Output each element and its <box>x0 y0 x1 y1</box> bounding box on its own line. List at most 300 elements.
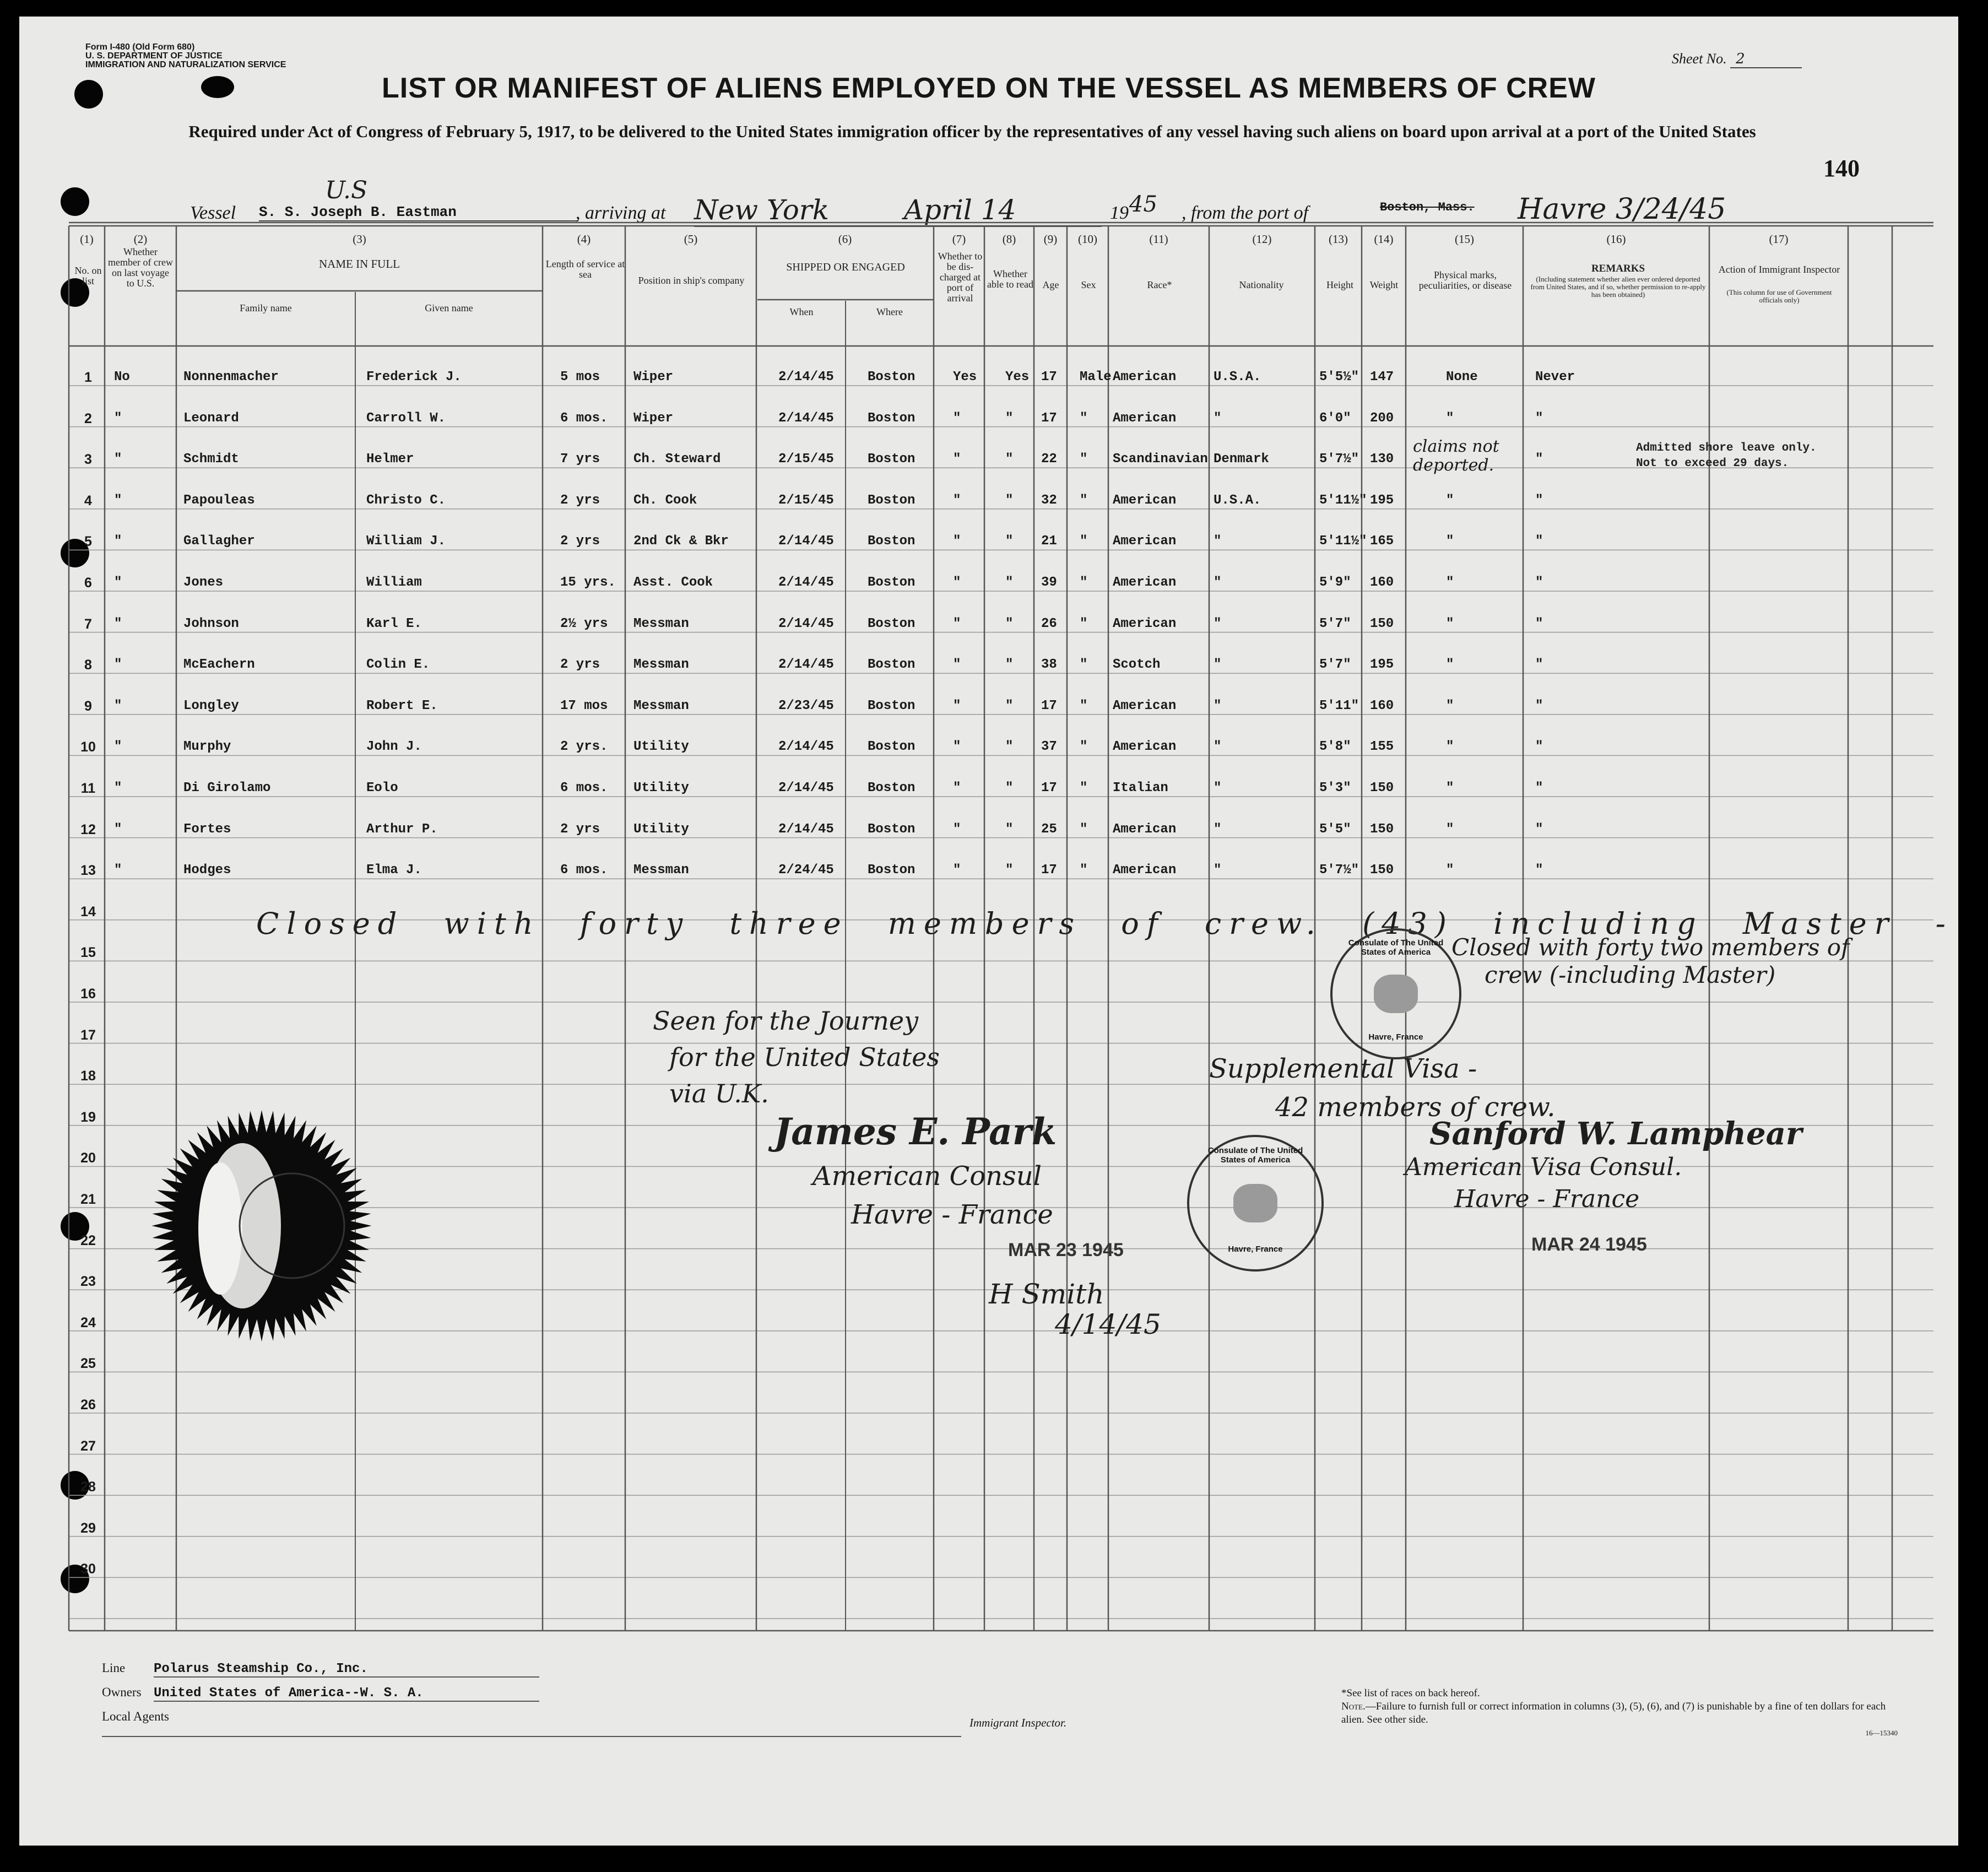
closed-42-note <box>1451 934 1850 989</box>
seen-line1: Seen for the Journey <box>653 1006 919 1036</box>
cell-family: Di Girolamo <box>183 781 271 796</box>
cell-physical: " <box>1446 698 1454 713</box>
races-note: *See list of races on back hereof. <box>1341 1687 1480 1699</box>
cell-weight: 147 <box>1370 370 1394 385</box>
cell-position: Wiper <box>633 410 674 426</box>
consul-right-title: American Visa Consul. <box>1405 1153 1682 1181</box>
seal-lower-ring-text: Consulate of The United States of America <box>1207 1146 1303 1165</box>
cell-last-voyage: " <box>114 739 122 755</box>
form-number: Form I-480 (Old Form 680) <box>85 42 195 52</box>
header-nationality: Nationality <box>1239 279 1284 290</box>
cell-race: Scandinavian <box>1113 452 1208 467</box>
cell-height: 5'8" <box>1319 739 1351 755</box>
cell-read: " <box>1005 781 1014 796</box>
cell-race: American <box>1113 575 1177 590</box>
cell-position: Ch. Steward <box>633 452 721 467</box>
closed-43-note: Closed with forty three members of crew. (43) including Master - <box>256 906 1953 941</box>
cell-sex: " <box>1080 575 1088 590</box>
from-label: , from the port of <box>1182 203 1309 223</box>
cell-height: 5'7" <box>1319 616 1351 631</box>
cell-nationality: " <box>1214 863 1222 878</box>
header-shipped: SHIPPED OR ENGAGED <box>786 261 905 273</box>
column-number: (15) <box>1455 232 1474 246</box>
cell-read: " <box>1005 493 1014 508</box>
cell-given: Karl E. <box>366 616 422 631</box>
seal-lower-city: Havre, France <box>1228 1245 1283 1254</box>
cell-remarks: " <box>1535 657 1543 673</box>
column-number: (12) <box>1252 232 1272 246</box>
cell-physical: None <box>1446 370 1478 385</box>
sheet-label: Sheet No. <box>1672 51 1727 67</box>
cell-age: 39 <box>1041 575 1057 590</box>
cell-when: 2/14/45 <box>778 821 834 837</box>
cell-where: Boston <box>868 616 916 631</box>
row-number: 30 <box>80 1561 96 1577</box>
cell-nationality: " <box>1214 657 1222 673</box>
cell-family: Gallagher <box>183 534 255 549</box>
consul-right <box>1405 1151 1682 1215</box>
cell-weight: 165 <box>1370 534 1394 549</box>
cell-race: American <box>1113 616 1177 631</box>
cell-physical: " <box>1446 534 1454 549</box>
row-number: 21 <box>80 1192 96 1207</box>
cell-read: " <box>1005 410 1014 426</box>
cell-remarks: " <box>1535 616 1543 631</box>
cell-nationality: " <box>1214 410 1222 426</box>
cell-family: McEachern <box>183 657 255 673</box>
column-number: (16) <box>1606 232 1626 246</box>
cell-last-voyage: " <box>114 821 122 837</box>
cell-height: 5'7½" <box>1319 452 1359 467</box>
supplemental-line1: Supplemental Visa - <box>1209 1053 1477 1084</box>
header-height: Height <box>1326 279 1353 290</box>
cell-height: 5'3" <box>1319 781 1351 796</box>
cell-sex: " <box>1080 493 1088 508</box>
cell-where: Boston <box>868 781 916 796</box>
row-number: 12 <box>80 821 96 837</box>
cell-length: 6 mos. <box>560 410 608 426</box>
cell-age: 17 <box>1041 698 1057 713</box>
cell-age: 38 <box>1041 657 1057 673</box>
cell-length: 2 yrs <box>560 493 600 508</box>
cell-race: American <box>1113 821 1177 837</box>
manifest-sheet <box>19 17 1958 1846</box>
cell-given: William J. <box>366 534 446 549</box>
row-number: 16 <box>80 986 96 1002</box>
column-number: (1) <box>80 232 94 246</box>
cell-physical: " <box>1446 657 1454 673</box>
cell-height: 6'0" <box>1319 410 1351 426</box>
cell-last-voyage: " <box>114 534 122 549</box>
cell-sex: " <box>1080 821 1088 837</box>
cell-remarks: " <box>1535 452 1543 467</box>
note-text: —Failure to furnish full or correct information in columns (3), (5), (6), and (7) is punishable by a fine of ten dollars for each alien. See other side. <box>1341 1701 1886 1725</box>
vessel-name: S. S. Joseph B. Eastman <box>259 204 578 221</box>
column-number: (3) <box>353 232 366 246</box>
header-where: Where <box>876 306 903 317</box>
page-title: LIST OR MANIFEST OF ALIENS EMPLOYED ON THE VESSEL AS MEMBERS OF CREW <box>382 72 1596 104</box>
cell-height: 5'11½" <box>1319 534 1367 549</box>
cell-position: Utility <box>633 739 689 755</box>
consul-left-city: Havre - France <box>851 1199 1053 1230</box>
line-value: Polarus Steamship Co., Inc. <box>154 1662 539 1678</box>
consul-right-city: Havre - France <box>1454 1185 1640 1213</box>
cell-height: 5'11" <box>1319 698 1359 713</box>
footer-note <box>1341 1687 1898 1740</box>
cell-sex: " <box>1080 657 1088 673</box>
year-prefix: 19 <box>1110 203 1129 223</box>
cell-read: " <box>1005 575 1014 590</box>
cell-position: Messman <box>633 863 689 878</box>
cell-age: 21 <box>1041 534 1057 549</box>
cell-nationality: " <box>1214 821 1222 837</box>
cell-when: 2/14/45 <box>778 781 834 796</box>
row-number: 6 <box>84 575 92 591</box>
row-number: 14 <box>80 903 96 919</box>
cell-height: 5'9" <box>1319 575 1351 590</box>
cell-age: 32 <box>1041 493 1057 508</box>
owners-value: United States of America--W. S. A. <box>154 1686 539 1702</box>
cell-sex: " <box>1080 452 1088 467</box>
row-number: 28 <box>80 1479 96 1495</box>
cell-race: American <box>1113 534 1177 549</box>
cell-remarks: Never <box>1535 370 1575 385</box>
header-family-name: Family name <box>240 302 292 313</box>
cell-age: 17 <box>1041 410 1057 426</box>
cell-read: " <box>1005 534 1014 549</box>
agents-field <box>102 1724 961 1737</box>
cell-when: 2/14/45 <box>778 657 834 673</box>
cell-discharge: " <box>953 534 961 549</box>
cell-position: Utility <box>633 821 689 837</box>
cell-family: Longley <box>183 698 239 713</box>
inspector-initials: H Smith <box>989 1278 1104 1310</box>
cell-nationality: " <box>1214 534 1222 549</box>
cell-read: " <box>1005 657 1014 673</box>
service-name: IMMIGRATION AND NATURALIZATION SERVICE <box>85 60 286 69</box>
cell-physical: claims not deported. <box>1413 437 1499 475</box>
cell-nationality: " <box>1214 739 1222 755</box>
cell-remarks: " <box>1535 698 1543 713</box>
cell-length: 2 yrs <box>560 534 600 549</box>
cell-family: Leonard <box>183 410 239 426</box>
row-number: 8 <box>84 657 92 673</box>
cell-read: " <box>1005 452 1014 467</box>
cell-remarks: " <box>1535 534 1543 549</box>
seen-note <box>636 1003 940 1112</box>
cell-length: 2½ yrs <box>560 616 608 631</box>
cell-where: Boston <box>868 410 916 426</box>
cell-where: Boston <box>868 534 916 549</box>
cell-race: American <box>1113 698 1177 713</box>
row-number: 24 <box>80 1314 96 1330</box>
cell-given: Colin E. <box>366 657 430 673</box>
cell-last-voyage: " <box>114 575 122 590</box>
header-action-sub: (This column for use of Government officials only) <box>1726 288 1832 304</box>
cell-discharge: " <box>953 698 961 713</box>
cell-position: 2nd Ck & Bkr <box>633 534 729 549</box>
cell-read: " <box>1005 821 1014 837</box>
column-number: (10) <box>1078 232 1097 246</box>
cell-given: Christo C. <box>366 493 446 508</box>
cell-when: 2/14/45 <box>778 616 834 631</box>
cell-where: Boston <box>868 657 916 673</box>
cell-weight: 195 <box>1370 493 1394 508</box>
owners-label: Owners <box>102 1685 142 1699</box>
cell-last-voyage: " <box>114 657 122 673</box>
cell-discharge: " <box>953 616 961 631</box>
cell-last-voyage: " <box>114 410 122 426</box>
header-no: No. on list <box>74 265 102 286</box>
header-weight: Weight <box>1369 279 1399 290</box>
row-number: 1 <box>84 370 92 385</box>
cell-race: American <box>1113 493 1177 508</box>
row-number: 19 <box>80 1109 96 1125</box>
header-discharged: Whether to be dis-charged at port of arrival <box>938 251 983 304</box>
cell-race: Italian <box>1113 781 1168 796</box>
cell-family: Jones <box>183 575 224 590</box>
cell-nationality: " <box>1214 698 1222 713</box>
cell-height: 5'11½" <box>1319 493 1367 508</box>
row-number: 20 <box>80 1150 96 1166</box>
cell-when: 2/15/45 <box>778 493 834 508</box>
cell-discharge: " <box>953 781 961 796</box>
cell-where: Boston <box>868 821 916 837</box>
cell-read: " <box>1005 616 1014 631</box>
cell-remarks: " <box>1535 863 1543 878</box>
column-number: (8) <box>1002 232 1016 246</box>
row-number: 5 <box>84 534 92 550</box>
header-able-read: Whether able to read <box>987 268 1033 290</box>
cell-nationality: U.S.A. <box>1214 370 1261 385</box>
cell-remarks: " <box>1535 410 1543 426</box>
cell-last-voyage: " <box>114 863 122 878</box>
consul-left-title: American Consul <box>812 1161 1042 1192</box>
cell-last-voyage: " <box>114 616 122 631</box>
cell-remarks: " <box>1535 739 1543 755</box>
cell-read: " <box>1005 739 1014 755</box>
shore-leave-line1: Admitted shore leave only. <box>1636 442 1817 455</box>
cell-weight: 200 <box>1370 410 1394 426</box>
seal-upper-ring-text: Consulate of The United States of America <box>1348 938 1444 957</box>
cell-discharge: " <box>953 863 961 878</box>
cell-length: 6 mos. <box>560 781 608 796</box>
line-label: Line <box>102 1661 126 1675</box>
cell-given: Carroll W. <box>366 410 446 426</box>
column-number: (4) <box>577 232 591 246</box>
eagle-emblem-icon <box>1374 975 1418 1013</box>
cell-sex: Male <box>1080 370 1112 385</box>
cell-family: Papouleas <box>183 493 255 508</box>
header-remarks: REMARKS <box>1591 263 1645 274</box>
department-name: U. S. DEPARTMENT OF JUSTICE <box>85 51 223 61</box>
vessel-prefix: U.S <box>325 176 368 204</box>
cell-nationality: " <box>1214 575 1222 590</box>
cell-discharge: " <box>953 739 961 755</box>
cell-length: 2 yrs <box>560 821 600 837</box>
cell-height: 5'7½" <box>1319 863 1359 878</box>
page-number: 140 <box>1823 155 1860 182</box>
consulate-seal-lower <box>1187 1135 1324 1272</box>
cell-when: 2/14/45 <box>778 534 834 549</box>
date-stamp-left: MAR 23 1945 <box>1008 1240 1124 1260</box>
cell-physical: " <box>1446 616 1454 631</box>
cell-remarks: " <box>1535 493 1543 508</box>
cell-weight: 150 <box>1370 781 1394 796</box>
cell-where: Boston <box>868 575 916 590</box>
cell-age: 17 <box>1041 863 1057 878</box>
note-label: Note. <box>1341 1701 1366 1712</box>
header-when: When <box>789 306 814 317</box>
cell-last-voyage: " <box>114 698 122 713</box>
footer-left <box>102 1661 818 1734</box>
cell-position: Asst. Cook <box>633 575 713 590</box>
row-number: 25 <box>80 1356 96 1372</box>
cell-physical: " <box>1446 575 1454 590</box>
header-sex: Sex <box>1081 279 1096 290</box>
cell-where: Boston <box>868 493 916 508</box>
vessel-label: Vessel <box>190 203 236 223</box>
cell-age: 17 <box>1041 370 1057 385</box>
row-number: 18 <box>80 1068 96 1084</box>
year-suffix: 45 <box>1129 192 1157 217</box>
cell-when: 2/23/45 <box>778 698 834 713</box>
cell-height: 5'7" <box>1319 657 1351 673</box>
cell-when: 2/14/45 <box>778 739 834 755</box>
arriving-port: New York <box>694 194 829 226</box>
supplemental-note <box>1209 1049 1556 1127</box>
header-position: Position in ship's company <box>638 275 745 286</box>
header-physical: Physical marks, peculiarities, or disease <box>1418 269 1512 291</box>
date-stamp-right: MAR 24 1945 <box>1531 1234 1647 1255</box>
cell-read: " <box>1005 863 1014 878</box>
cell-read: Yes <box>1005 370 1030 385</box>
from-port-handwritten: Havre 3/24/45 <box>1518 193 1726 226</box>
row-number: 17 <box>80 1027 96 1043</box>
cell-discharge: Yes <box>953 370 977 385</box>
cell-where: Boston <box>868 739 916 755</box>
cell-position: Wiper <box>633 370 674 385</box>
cell-remarks: " <box>1535 781 1543 796</box>
cell-family: Hodges <box>183 863 231 878</box>
cell-family: Nonnenmacher <box>183 370 279 385</box>
cell-family: Johnson <box>183 616 239 631</box>
cell-given: Arthur P. <box>366 821 438 837</box>
cell-given: Elma J. <box>366 863 422 878</box>
header-action: Action of Immigrant Inspector <box>1718 264 1840 275</box>
cell-weight: 150 <box>1370 616 1394 631</box>
cell-when: 2/14/45 <box>778 370 834 385</box>
cell-nationality: " <box>1214 781 1222 796</box>
cell-where: Boston <box>868 698 916 713</box>
form-code: 16—15340 <box>1865 1729 1898 1737</box>
cell-sex: " <box>1080 698 1088 713</box>
row-number: 26 <box>80 1397 96 1413</box>
arrival-date: April 14 <box>903 194 1016 226</box>
row-number: 3 <box>84 452 92 468</box>
header-given-name: Given name <box>425 302 473 313</box>
sheet-value: 2 <box>1730 51 1802 68</box>
supplemental-line2: 42 members of crew. <box>1275 1092 1556 1123</box>
cell-race: American <box>1113 410 1177 426</box>
cell-nationality: Denmark <box>1214 452 1269 467</box>
cell-sex: " <box>1080 616 1088 631</box>
row-number: 15 <box>80 945 96 961</box>
cell-weight: 195 <box>1370 657 1394 673</box>
cell-length: 5 mos <box>560 370 600 385</box>
cell-discharge: " <box>953 575 961 590</box>
cell-where: Boston <box>868 452 916 467</box>
header-race: Race* <box>1147 279 1172 290</box>
cell-sex: " <box>1080 781 1088 796</box>
cell-discharge: " <box>953 821 961 837</box>
cell-length: 17 mos <box>560 698 608 713</box>
signature-left: James E. Park <box>774 1110 1057 1153</box>
cell-last-voyage: " <box>114 452 122 467</box>
agents-label: Local Agents <box>102 1709 169 1723</box>
cell-physical: " <box>1446 821 1454 837</box>
cell-sex: " <box>1080 410 1088 426</box>
cell-sex: " <box>1080 739 1088 755</box>
cell-weight: 150 <box>1370 863 1394 878</box>
cell-weight: 160 <box>1370 698 1394 713</box>
cell-given: Robert E. <box>366 698 438 713</box>
cell-weight: 130 <box>1370 452 1394 467</box>
cell-race: American <box>1113 863 1177 878</box>
cell-discharge: " <box>953 493 961 508</box>
cell-where: Boston <box>868 863 916 878</box>
cell-position: Messman <box>633 657 689 673</box>
seen-line3: via U.K. <box>669 1079 769 1108</box>
cell-length: 6 mos. <box>560 863 608 878</box>
cell-given: William <box>366 575 422 590</box>
cell-race: Scotch <box>1113 657 1161 673</box>
cell-age: 25 <box>1041 821 1057 837</box>
cell-remarks: " <box>1535 821 1543 837</box>
cell-discharge: " <box>953 657 961 673</box>
column-number: (13) <box>1329 232 1348 246</box>
cell-length: 15 yrs. <box>560 575 616 590</box>
cell-family: Murphy <box>183 739 231 755</box>
page-subtitle: Required under Act of Congress of February 5, 1917, to be delivered to the United States immigration officer by the representatives of any vessel having such aliens on board upon arrival at a port of the United States <box>188 122 1756 141</box>
cell-length: 2 yrs. <box>560 739 608 755</box>
column-number: (7) <box>952 232 966 246</box>
shore-leave-line2: Not to exceed 29 days. <box>1636 457 1789 470</box>
seen-line2: for the United States <box>669 1042 940 1072</box>
inspector-label: Immigrant Inspector. <box>969 1716 1067 1729</box>
closed-42-line1: Closed with forty two members of <box>1451 934 1850 961</box>
cell-weight: 155 <box>1370 739 1394 755</box>
row-number: 22 <box>80 1232 96 1248</box>
header-name-in-full: NAME IN FULL <box>319 257 400 270</box>
consul-left <box>812 1157 1053 1234</box>
cell-physical: " <box>1446 493 1454 508</box>
cell-read: " <box>1005 698 1014 713</box>
row-number: 13 <box>80 863 96 879</box>
cell-physical: " <box>1446 781 1454 796</box>
eagle-emblem-icon <box>1233 1184 1277 1222</box>
shore-leave-annotation <box>1636 441 1817 472</box>
from-port-typed: Boston, Mass. <box>1380 201 1475 214</box>
cell-discharge: " <box>953 452 961 467</box>
cell-weight: 150 <box>1370 821 1394 837</box>
column-number: (11) <box>1149 232 1168 246</box>
cell-weight: 160 <box>1370 575 1394 590</box>
cell-given: Helmer <box>366 452 414 467</box>
cell-position: Messman <box>633 616 689 631</box>
cell-last-voyage: No <box>114 370 130 385</box>
cell-given: John J. <box>366 739 422 755</box>
